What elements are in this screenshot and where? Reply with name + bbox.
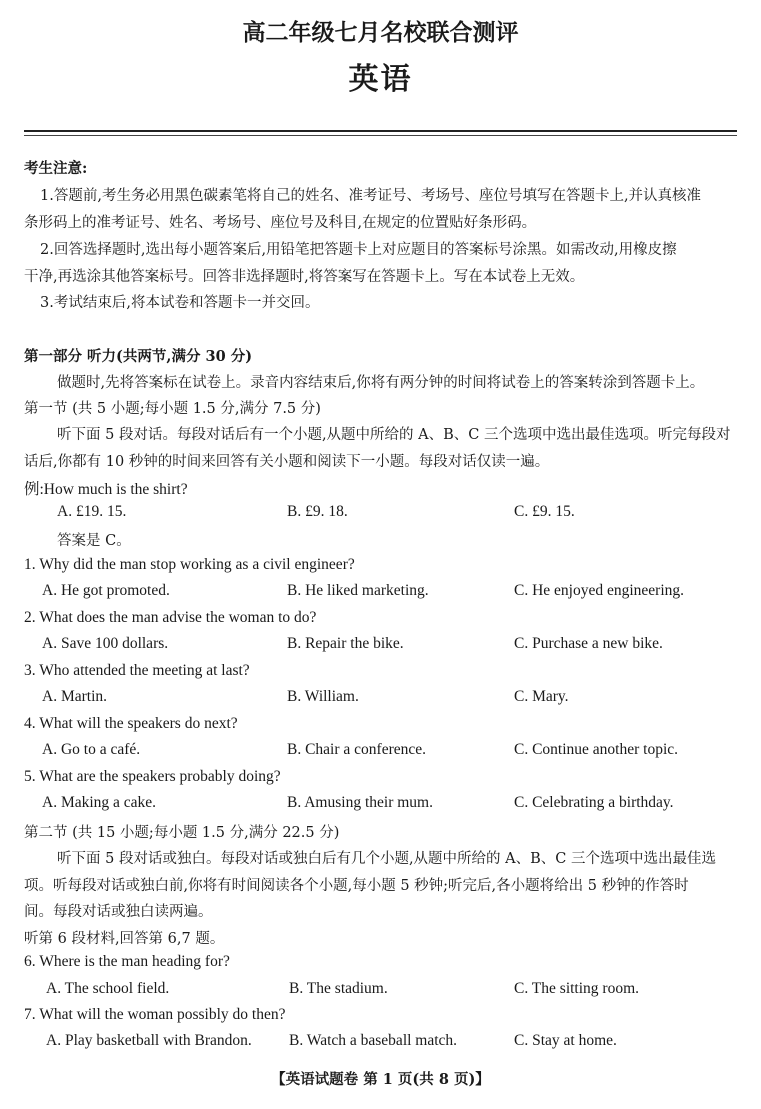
option-b: B. The stadium. bbox=[289, 980, 388, 997]
option-a: A. Go to a café. bbox=[42, 741, 141, 758]
notice-line: 2.回答选择题时,选出每小题答案后,用铅笔把答题卡上对应题目的答案标号涂黑。如需改动,用橡皮擦 bbox=[40, 242, 677, 258]
option-b: B. Repair the bike. bbox=[287, 635, 404, 652]
part1-intro: 做题时,先将答案标在试卷上。录音内容结束后,你将有两分钟的时间将试卷上的答案转涂到答题卡上。 bbox=[57, 375, 705, 391]
option-c: C. Purchase a new bike. bbox=[514, 635, 663, 652]
notice-line: 条形码上的准考证号、姓名、考场号、座位号及科目,在规定的位置贴好条形码。 bbox=[24, 215, 537, 231]
section2-heading: 第二节 (共 15 小题;每小题 1.5 分,满分 22.5 分) bbox=[24, 825, 340, 841]
notice-line: 干净,再选涂其他答案标号。回答非选择题时,将答案写在答题卡上。写在本试卷上无效。 bbox=[24, 269, 585, 285]
option-c: C. Continue another topic. bbox=[514, 741, 679, 758]
question-text: 7. What will the woman possibly do then? bbox=[24, 1006, 286, 1023]
subject-title: 英语 bbox=[348, 62, 413, 97]
exam-title: 高二年级七月名校联合测评 bbox=[242, 19, 519, 46]
section1-instruction: 话后,你都有 10 秒钟的时间来回答有关小题和阅读下一小题。每段对话仅读一遍。 bbox=[24, 454, 550, 470]
section2-instruction: 间。每段对话或独白读两遍。 bbox=[24, 904, 213, 920]
page-footer: 【英语试题卷 第 1 页(共 8 页)】 bbox=[271, 1071, 490, 1088]
example-answer: 答案是 C。 bbox=[57, 533, 131, 549]
option-a: A. Play basketball with Brandon. bbox=[46, 1032, 252, 1049]
question-text: 6. Where is the man heading for? bbox=[24, 953, 230, 970]
option-a: A. He got promoted. bbox=[42, 582, 170, 599]
part1-heading: 第一部分 听力(共两节,满分 30 分) bbox=[24, 348, 253, 365]
notice-heading: 考生注意: bbox=[24, 160, 88, 177]
question-text: 2. What does the man advise the woman to do? bbox=[24, 609, 317, 626]
question-text: 4. What will the speakers do next? bbox=[24, 715, 238, 732]
option-b: B. Amusing their mum. bbox=[287, 794, 433, 811]
option-c: C. The sitting room. bbox=[514, 980, 640, 997]
option-c: C. Mary. bbox=[514, 688, 569, 705]
option-b: B. He liked marketing. bbox=[287, 582, 429, 599]
option-c: C. Celebrating a birthday. bbox=[514, 794, 674, 811]
option-b: B. Watch a baseball match. bbox=[289, 1032, 458, 1049]
example-option-c: C. £9. 15. bbox=[514, 503, 575, 520]
notice-line: 3.考试结束后,将本试卷和答题卡一并交回。 bbox=[40, 295, 320, 311]
question-text: 3. Who attended the meeting at last? bbox=[24, 662, 250, 679]
option-a: A. Martin. bbox=[42, 688, 108, 705]
question-text: 1. Why did the man stop working as a civil engineer? bbox=[24, 556, 355, 573]
section2-instruction: 听下面 5 段对话或独白。每段对话或独白后有几个小题,从题中所给的 A、B、C 三个选项中选出最佳选 bbox=[57, 851, 716, 867]
header-divider-thin bbox=[24, 135, 737, 136]
option-a: A. Making a cake. bbox=[42, 794, 157, 811]
example-question: 例:How much is the shirt? bbox=[24, 481, 188, 498]
example-option-b: B. £9. 18. bbox=[287, 503, 348, 520]
example-option-a: A. £19. 15. bbox=[57, 503, 127, 520]
section1-instruction: 听下面 5 段对话。每段对话后有一个小题,从题中所给的 A、B、C 三个选项中选出最佳选项。听完每段对 bbox=[57, 427, 731, 443]
material-instruction: 听第 6 段材料,回答第 6,7 题。 bbox=[24, 931, 225, 947]
option-b: B. William. bbox=[287, 688, 359, 705]
section1-heading: 第一节 (共 5 小题;每小题 1.5 分,满分 7.5 分) bbox=[24, 401, 321, 417]
option-b: B. Chair a conference. bbox=[287, 741, 427, 758]
notice-line: 1.答题前,考生务必用黑色碳素笔将自己的姓名、准考证号、考场号、座位号填写在答题卡上,并认真核准 bbox=[40, 188, 702, 204]
question-text: 5. What are the speakers probably doing? bbox=[24, 768, 281, 785]
section2-instruction: 项。听每段对话或独白前,你将有时间阅读各个小题,每小题 5 秒钟;听完后,各小题将给出 5 秒钟的作答时 bbox=[24, 878, 689, 894]
option-a: A. Save 100 dollars. bbox=[42, 635, 169, 652]
option-c: C. He enjoyed engineering. bbox=[514, 582, 685, 599]
header-divider bbox=[24, 130, 737, 132]
option-c: C. Stay at home. bbox=[514, 1032, 617, 1049]
option-a: A. The school field. bbox=[46, 980, 170, 997]
